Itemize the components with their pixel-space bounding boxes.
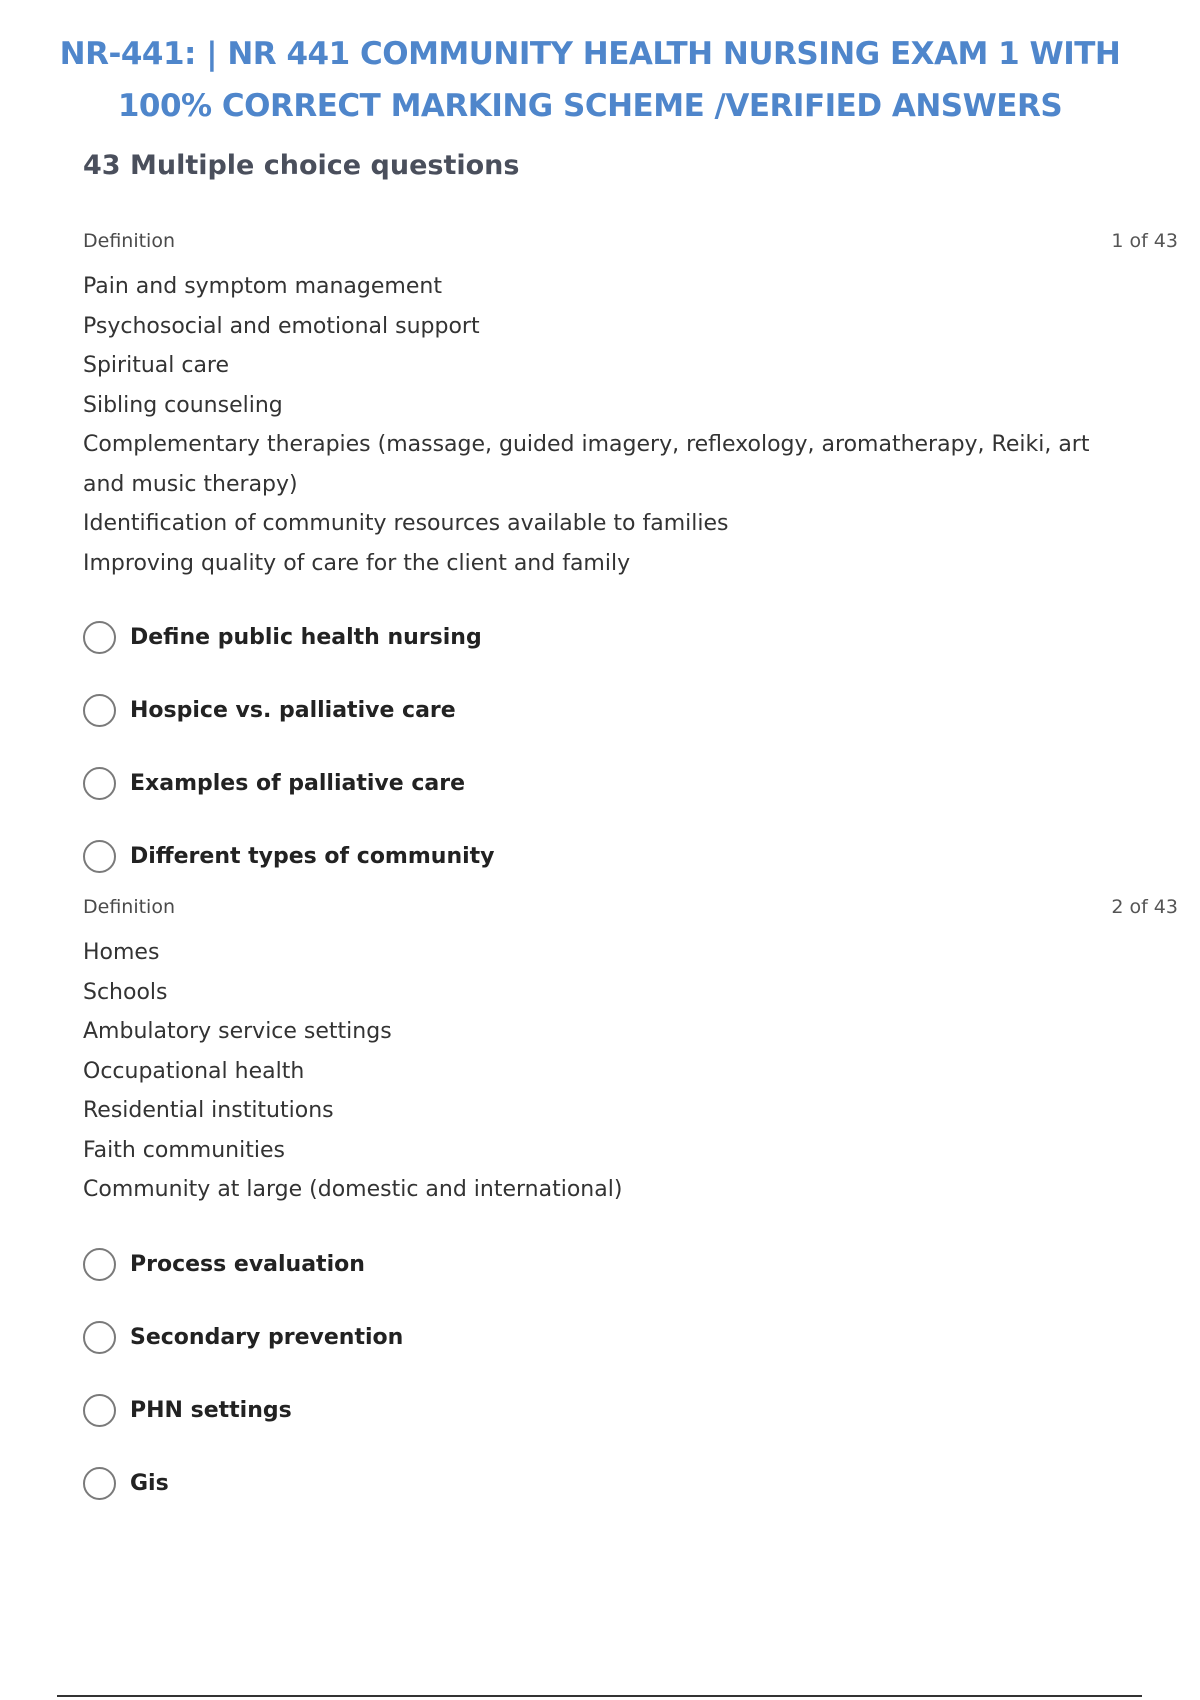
- document-title: NR-441: | NR 441 COMMUNITY HEALTH NURSING EXAM 1 WITH 100% CORRECT MARKING SCHEME /VERIFIED ANSWERS: [59, 36, 1121, 124]
- radio-button-icon[interactable]: [83, 1394, 116, 1427]
- definition-line: Pain and symptom management: [83, 274, 442, 299]
- answer-option[interactable]: [83, 601, 1178, 674]
- answer-option-label: Process evaluation: [130, 1251, 365, 1277]
- definition-line: Spiritual care: [83, 353, 230, 378]
- answer-option[interactable]: [83, 1301, 1178, 1374]
- question-header: [83, 227, 1178, 255]
- answer-option-label: Define public health nursing: [130, 625, 482, 650]
- footer-divider: [57, 1695, 1142, 1697]
- answer-option[interactable]: [83, 1447, 1178, 1520]
- answer-option[interactable]: [83, 747, 1178, 820]
- answer-option-label: Secondary prevention: [130, 1324, 404, 1350]
- question-type-label: Definition: [83, 230, 176, 252]
- question-card-2: [83, 893, 1178, 1520]
- question-card-1: [83, 227, 1178, 893]
- question-type-label: Definition: [83, 896, 176, 918]
- answer-option[interactable]: [83, 820, 1178, 893]
- answer-options: [83, 1228, 1178, 1520]
- definition-text: [83, 267, 1178, 583]
- definition-line: Faith communities: [83, 1137, 285, 1163]
- definition-line: Community at large (domestic and international): [83, 1177, 623, 1202]
- radio-button-icon[interactable]: [83, 1248, 116, 1281]
- definition-line: Improving quality of care for the client and family: [83, 550, 631, 576]
- definition-text: [83, 933, 1178, 1210]
- definition-line: Homes: [83, 940, 160, 965]
- section-heading: 43 Multiple choice questions: [83, 150, 520, 181]
- radio-button-icon[interactable]: [83, 840, 116, 873]
- answer-option[interactable]: [83, 1374, 1178, 1447]
- radio-button-icon[interactable]: [83, 767, 116, 800]
- definition-line: Psychosocial and emotional support: [83, 313, 480, 339]
- answer-option-label: Different types of community: [130, 844, 495, 869]
- radio-button-icon[interactable]: [83, 621, 116, 654]
- definition-line: Occupational health: [83, 1058, 305, 1084]
- radio-button-icon[interactable]: [83, 1467, 116, 1500]
- definition-line: Identification of community resources available to families: [83, 511, 729, 536]
- definition-line: Ambulatory service settings: [83, 1019, 392, 1044]
- answer-option-label: Gis: [130, 1470, 169, 1496]
- question-counter: 1 of 43: [1111, 230, 1178, 252]
- definition-line: Complementary therapies (massage, guided imagery, reflexology, aromatherapy, Reiki, art and music therapy): [83, 432, 1090, 497]
- answer-options: [83, 601, 1178, 893]
- question-counter: 2 of 43: [1111, 896, 1178, 918]
- definition-line: Sibling counseling: [83, 392, 283, 418]
- question-header: [83, 893, 1178, 921]
- answer-option-label: Examples of palliative care: [130, 771, 465, 796]
- definition-line: Residential institutions: [83, 1098, 334, 1123]
- answer-option-label: PHN settings: [130, 1397, 292, 1423]
- radio-button-icon[interactable]: [83, 694, 116, 727]
- radio-button-icon[interactable]: [83, 1321, 116, 1354]
- answer-option-label: Hospice vs. palliative care: [130, 698, 456, 723]
- answer-option[interactable]: [83, 674, 1178, 747]
- answer-option[interactable]: [83, 1228, 1178, 1301]
- definition-line: Schools: [83, 979, 168, 1005]
